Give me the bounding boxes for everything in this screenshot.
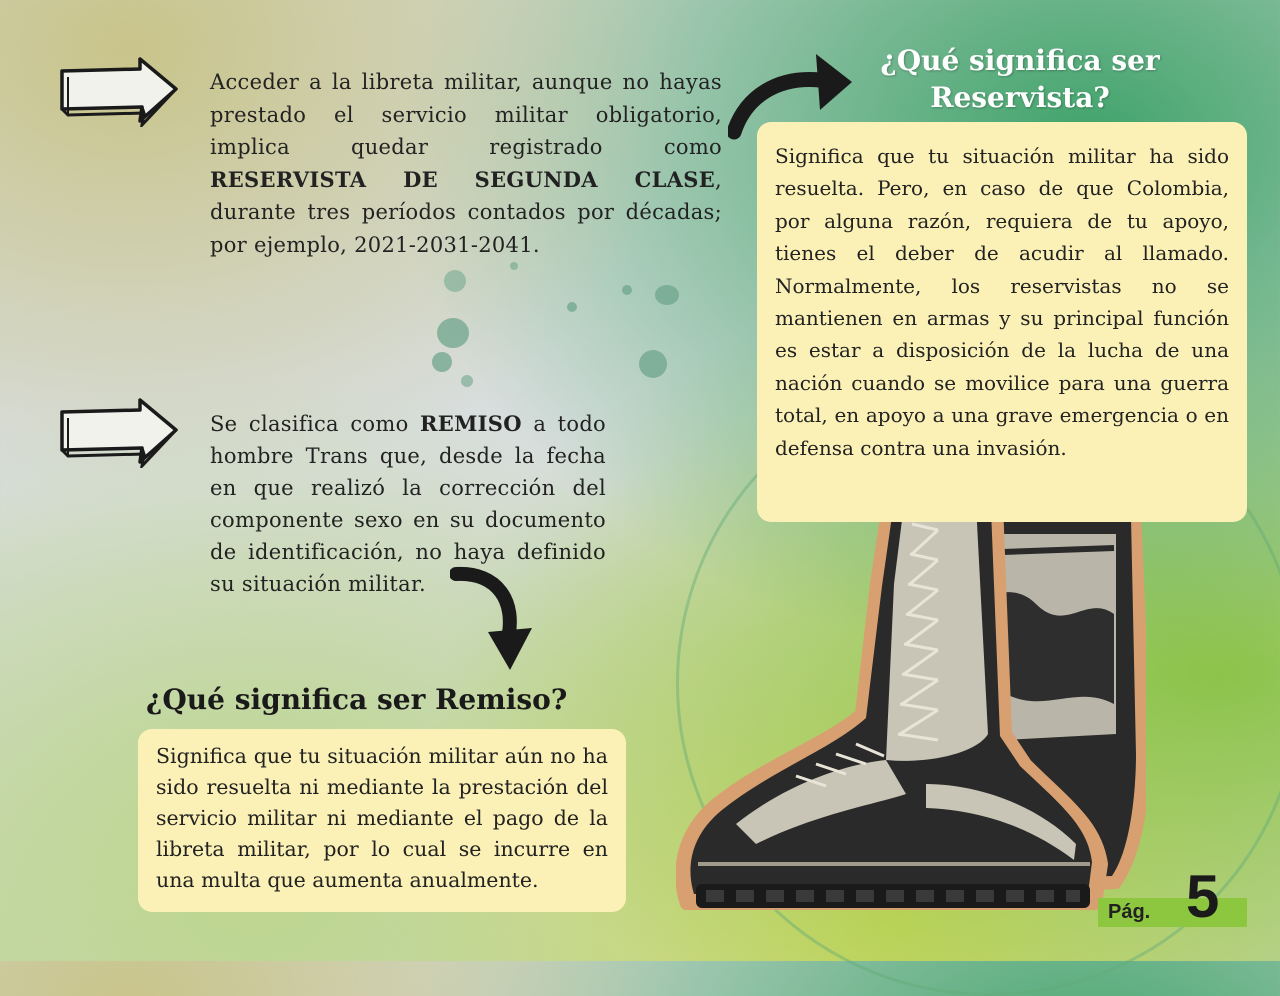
curved-arrow-icon (450, 562, 536, 674)
military-boots-illustration (676, 464, 1146, 934)
right-arrow-icon (58, 396, 180, 468)
page-number: 5 (1186, 863, 1220, 930)
intro-text-start: Acceder a la libreta militar, aunque no hayas prestado el servicio militar obligatorio, implica quedar registrado como (210, 70, 722, 159)
paint-splatter (567, 302, 577, 312)
remiso-definition-paragraph (210, 408, 606, 600)
reservista-info-box: Significa que tu situación militar ha sido resuelta. Pero, en caso de que Colombia, por alguna razón, requiera de tu apoyo, tienes el deber de acudir al llamado. Normalmente, los reservistas no se mantienen en armas y su principal función es estar a disposición de la lucha de una nación cuando se movilice para una guerra total, en apoyo a una grave emergencia o en defensa contra una invasión. (757, 122, 1247, 522)
paint-splatter (510, 262, 518, 270)
intro-paragraph (210, 66, 722, 261)
paint-splatter (437, 318, 469, 348)
page-label: Pág. (1108, 901, 1151, 923)
right-arrow-icon (58, 55, 180, 127)
remiso-text-start: Se clasifica como (210, 412, 421, 436)
paint-splatter (639, 350, 667, 378)
paint-splatter (432, 352, 452, 372)
remiso-info-box: Significa que tu situación militar aún no ha sido resuelta ni mediante la prestación del servicio militar ni mediante el pago de la libreta militar, por lo cual se incurre en una multa que aumenta anualmente. (138, 729, 626, 912)
paint-splatter (622, 285, 632, 295)
intro-highlight: RESERVISTA DE SEGUNDA CLASE (210, 166, 716, 192)
remiso-heading: ¿Qué significa ser Remiso? (146, 683, 568, 716)
remiso-highlight: REMISO (420, 411, 522, 436)
paint-splatter (655, 285, 679, 305)
intro-text-end: , durante tres períodos contados por décadas; por ejemplo, 2021-2031-2041. (210, 167, 722, 257)
paint-splatter (461, 375, 473, 387)
remiso-text-end: a todo hombre Trans que, desde la fecha en que realizó la corrección del componente sexo en su documento de identificación, no haya definido su situación militar. (210, 412, 607, 596)
reservista-heading: ¿Qué significa ser Reservista? (880, 44, 1160, 114)
paint-splatter (444, 270, 466, 292)
